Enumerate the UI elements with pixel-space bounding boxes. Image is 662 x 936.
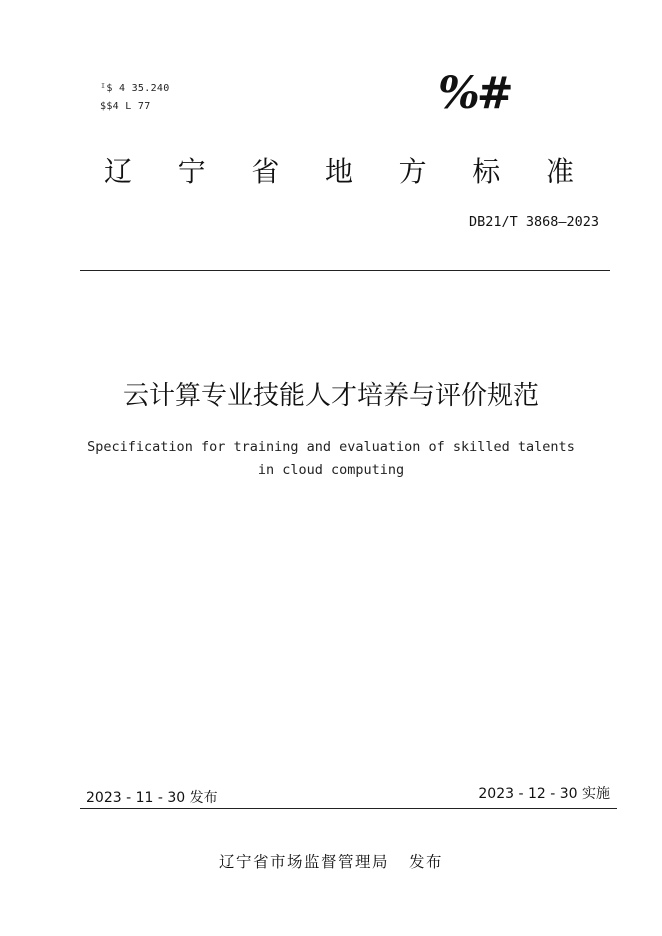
issue-date: 2023 - 11 - 30 发布	[86, 790, 218, 806]
document-title-english	[0, 436, 662, 482]
header-divider	[80, 270, 610, 271]
document-title-chinese: 云计算专业技能人才培养与评价规范	[122, 381, 539, 411]
publisher-line	[0, 850, 662, 874]
standard-type-char: 标	[472, 155, 501, 188]
standard-type-char: 地	[324, 155, 353, 188]
publisher-name: 辽宁省市场监督管理局	[218, 853, 389, 871]
ics-code: ᴵ$ 4 35.240	[100, 83, 170, 94]
standard-type-char: 辽	[104, 155, 133, 188]
standard-number: DB21/T 3868—2023	[468, 214, 599, 230]
standard-type-char: 省	[251, 155, 280, 188]
english-title-line-2: in cloud computing	[257, 462, 405, 478]
standard-logo-mark: %#	[438, 68, 511, 119]
footer-divider	[80, 808, 617, 809]
classification-codes	[100, 80, 170, 116]
implementation-date: 2023 - 12 - 30 实施	[478, 786, 610, 802]
standard-type-char: 准	[545, 155, 574, 188]
english-title-line-1: Specification for training and evaluation of skilled talents	[87, 439, 575, 455]
standard-type-char: 宁	[177, 155, 206, 188]
standard-type-char: 方	[398, 155, 427, 188]
ccs-code: $$4 L 77	[100, 101, 151, 112]
publisher-action: 发布	[409, 853, 444, 871]
standard-type-heading	[104, 152, 574, 192]
